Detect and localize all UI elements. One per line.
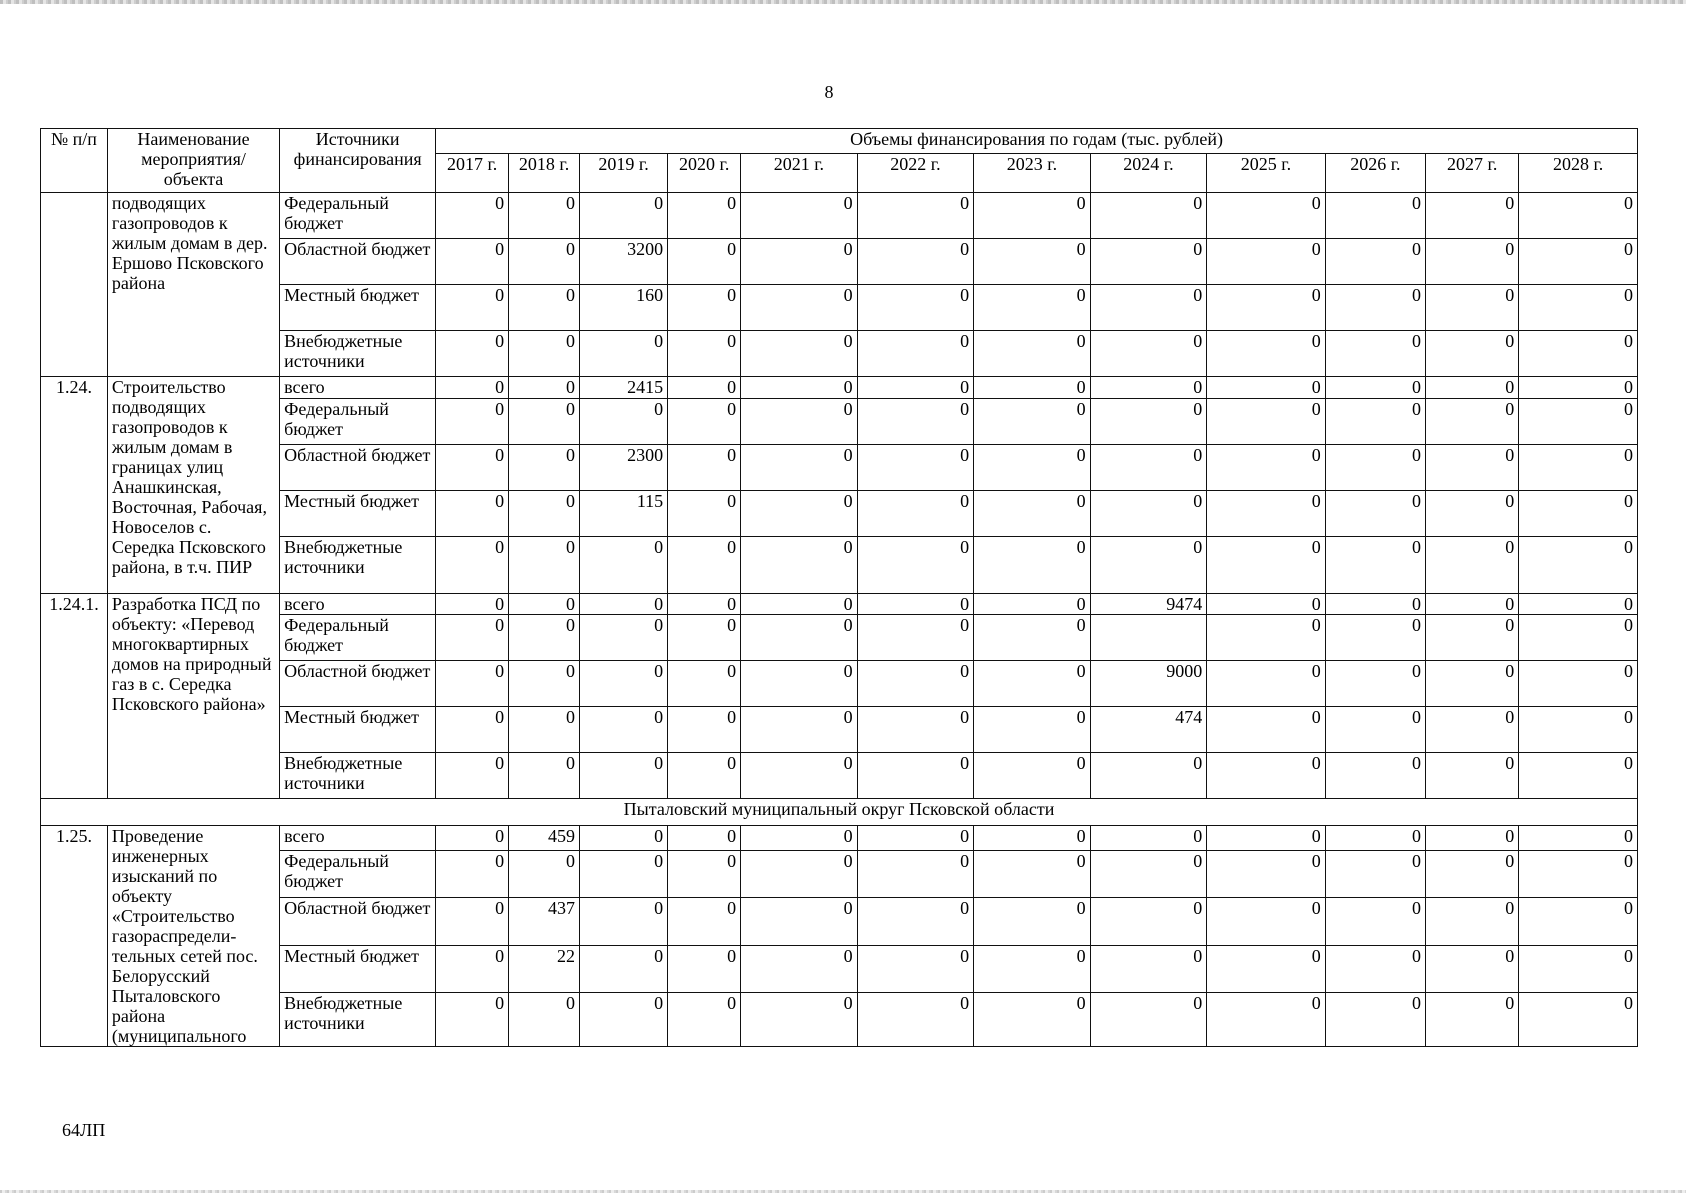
amount-cell: 0 — [974, 850, 1091, 898]
amount-cell: 0 — [1207, 753, 1326, 799]
amount-cell: 0 — [509, 753, 580, 799]
amount-cell: 0 — [857, 285, 974, 331]
amount-cell: 0 — [857, 239, 974, 285]
amount-cell: 0 — [668, 707, 741, 753]
amount-cell: 0 — [974, 707, 1091, 753]
scan-edge-bottom — [0, 1190, 1686, 1193]
amount-cell: 0 — [1207, 850, 1326, 898]
amount-cell: 0 — [1519, 239, 1638, 285]
amount-cell: 0 — [857, 826, 974, 851]
amount-cell: 0 — [668, 491, 741, 537]
funding-source: всего — [280, 826, 436, 851]
amount-cell: 0 — [974, 285, 1091, 331]
table-row — [41, 193, 1638, 239]
table-row — [41, 661, 1638, 707]
amount-cell: 0 — [741, 537, 858, 594]
amount-cell: 0 — [741, 594, 858, 615]
amount-cell: 0 — [436, 661, 509, 707]
item-number: 1.24. — [41, 377, 108, 594]
amount-cell: 0 — [668, 945, 741, 993]
amount-cell: 0 — [1325, 753, 1425, 799]
header-year: 2021 г. — [741, 154, 858, 193]
amount-cell: 0 — [580, 945, 668, 993]
amount-cell: 0 — [1090, 898, 1207, 946]
header-year: 2026 г. — [1325, 154, 1425, 193]
amount-cell: 0 — [1325, 377, 1425, 399]
amount-cell: 0 — [436, 537, 509, 594]
amount-cell: 0 — [1519, 826, 1638, 851]
item-name: подводящих газопроводов к жилым домам в дер. Ершово Псковского района — [107, 193, 279, 377]
table-row — [41, 594, 1638, 615]
amount-cell: 0 — [580, 615, 668, 661]
amount-cell: 0 — [509, 661, 580, 707]
amount-cell: 0 — [1519, 445, 1638, 491]
amount-cell: 0 — [1325, 331, 1425, 377]
amount-cell: 0 — [857, 993, 974, 1047]
amount-cell: 0 — [1426, 285, 1519, 331]
amount-cell: 0 — [1207, 707, 1326, 753]
amount-cell: 0 — [1207, 945, 1326, 993]
amount-cell: 0 — [436, 491, 509, 537]
amount-cell: 0 — [974, 331, 1091, 377]
funding-source: Внебюджетные источники — [280, 753, 436, 799]
financing-table — [40, 128, 1638, 1047]
amount-cell: 0 — [668, 826, 741, 851]
amount-cell: 0 — [974, 445, 1091, 491]
amount-cell: 0 — [509, 445, 580, 491]
amount-cell: 0 — [1426, 661, 1519, 707]
amount-cell: 0 — [741, 331, 858, 377]
amount-cell: 0 — [1207, 239, 1326, 285]
header-year: 2024 г. — [1090, 154, 1207, 193]
amount-cell: 0 — [1426, 331, 1519, 377]
funding-source: Местный бюджет — [280, 945, 436, 993]
amount-cell: 0 — [1426, 399, 1519, 445]
funding-source: Внебюджетные источники — [280, 993, 436, 1047]
amount-cell: 0 — [1426, 850, 1519, 898]
amount-cell: 0 — [509, 707, 580, 753]
table-row — [41, 377, 1638, 399]
amount-cell: 0 — [1090, 826, 1207, 851]
amount-cell: 0 — [1090, 850, 1207, 898]
table-row — [41, 445, 1638, 491]
amount-cell: 0 — [857, 331, 974, 377]
amount-cell: 0 — [1519, 537, 1638, 594]
amount-cell: 0 — [1325, 399, 1425, 445]
amount-cell: 0 — [668, 377, 741, 399]
amount-cell: 0 — [857, 850, 974, 898]
amount-cell: 0 — [857, 898, 974, 946]
amount-cell: 0 — [974, 993, 1091, 1047]
table-row — [41, 239, 1638, 285]
amount-cell: 0 — [1426, 898, 1519, 946]
amount-cell: 0 — [668, 993, 741, 1047]
header-volumes: Объемы финансирования по годам (тыс. рублей) — [436, 129, 1638, 154]
amount-cell: 0 — [668, 898, 741, 946]
amount-cell: 0 — [1519, 594, 1638, 615]
amount-cell: 0 — [857, 377, 974, 399]
amount-cell: 0 — [1207, 285, 1326, 331]
amount-cell: 0 — [1426, 537, 1519, 594]
amount-cell: 0 — [509, 193, 580, 239]
amount-cell: 0 — [436, 193, 509, 239]
amount-cell: 0 — [436, 399, 509, 445]
amount-cell: 0 — [509, 377, 580, 399]
amount-cell: 0 — [1519, 661, 1638, 707]
amount-cell: 0 — [1426, 193, 1519, 239]
amount-cell: 0 — [1519, 753, 1638, 799]
amount-cell: 0 — [741, 661, 858, 707]
amount-cell: 9000 — [1090, 661, 1207, 707]
amount-cell: 2415 — [580, 377, 668, 399]
amount-cell: 0 — [857, 491, 974, 537]
amount-cell: 0 — [1325, 594, 1425, 615]
funding-source: Местный бюджет — [280, 491, 436, 537]
amount-cell: 0 — [436, 377, 509, 399]
amount-cell: 0 — [1426, 707, 1519, 753]
amount-cell: 0 — [857, 537, 974, 594]
amount-cell: 0 — [1325, 945, 1425, 993]
amount-cell: 0 — [668, 445, 741, 491]
amount-cell: 0 — [668, 193, 741, 239]
funding-source: Внебюджетные источники — [280, 331, 436, 377]
amount-cell: 0 — [857, 445, 974, 491]
amount-cell: 0 — [1325, 615, 1425, 661]
header-year: 2018 г. — [509, 154, 580, 193]
amount-cell: 437 — [509, 898, 580, 946]
amount-cell: 0 — [580, 331, 668, 377]
funding-source: всего — [280, 594, 436, 615]
amount-cell: 0 — [1426, 826, 1519, 851]
table-row — [41, 615, 1638, 661]
amount-cell: 0 — [741, 850, 858, 898]
amount-cell: 0 — [1519, 615, 1638, 661]
amount-cell: 0 — [668, 615, 741, 661]
amount-cell: 22 — [509, 945, 580, 993]
amount-cell: 0 — [1090, 285, 1207, 331]
amount-cell: 0 — [436, 898, 509, 946]
amount-cell: 0 — [436, 826, 509, 851]
amount-cell: 0 — [509, 239, 580, 285]
amount-cell: 0 — [668, 753, 741, 799]
amount-cell: 0 — [1325, 285, 1425, 331]
amount-cell: 9474 — [1090, 594, 1207, 615]
section-row — [41, 799, 1638, 826]
header-year: 2028 г. — [1519, 154, 1638, 193]
amount-cell: 0 — [1090, 993, 1207, 1047]
amount-cell: 0 — [580, 898, 668, 946]
amount-cell: 0 — [741, 753, 858, 799]
amount-cell: 0 — [741, 285, 858, 331]
table-row — [41, 898, 1638, 946]
amount-cell: 0 — [974, 537, 1091, 594]
amount-cell: 0 — [1207, 399, 1326, 445]
amount-cell: 0 — [741, 239, 858, 285]
amount-cell: 160 — [580, 285, 668, 331]
amount-cell: 0 — [436, 594, 509, 615]
amount-cell: 0 — [436, 615, 509, 661]
amount-cell: 0 — [1090, 445, 1207, 491]
amount-cell: 0 — [1207, 993, 1326, 1047]
amount-cell: 0 — [1090, 399, 1207, 445]
header-year: 2017 г. — [436, 154, 509, 193]
funding-source: Областной бюджет — [280, 898, 436, 946]
amount-cell: 0 — [1207, 331, 1326, 377]
amount-cell: 0 — [436, 850, 509, 898]
item-name: Разработка ПСД по объекту: «Перевод многоквартирных домов на природный газ в с. Середка Псковского района» — [107, 594, 279, 799]
amount-cell: 0 — [1207, 537, 1326, 594]
amount-cell: 0 — [1519, 331, 1638, 377]
scan-edge-top — [0, 0, 1686, 4]
table-row — [41, 993, 1638, 1047]
amount-cell: 0 — [580, 594, 668, 615]
amount-cell: 0 — [1325, 239, 1425, 285]
header-year: 2027 г. — [1426, 154, 1519, 193]
amount-cell: 0 — [1090, 331, 1207, 377]
amount-cell: 0 — [1426, 239, 1519, 285]
amount-cell: 0 — [1207, 594, 1326, 615]
amount-cell: 0 — [857, 945, 974, 993]
header-year: 2019 г. — [580, 154, 668, 193]
amount-cell: 0 — [741, 399, 858, 445]
funding-source: Федеральный бюджет — [280, 850, 436, 898]
amount-cell: 0 — [580, 753, 668, 799]
table-row — [41, 285, 1638, 331]
header-number: № п/п — [41, 129, 108, 193]
amount-cell: 0 — [509, 331, 580, 377]
funding-source: Местный бюджет — [280, 707, 436, 753]
amount-cell: 0 — [509, 850, 580, 898]
amount-cell: 0 — [741, 993, 858, 1047]
amount-cell: 0 — [741, 615, 858, 661]
item-number: 1.24.1. — [41, 594, 108, 799]
amount-cell: 0 — [436, 945, 509, 993]
amount-cell: 0 — [580, 707, 668, 753]
amount-cell: 3200 — [580, 239, 668, 285]
amount-cell: 0 — [1325, 491, 1425, 537]
amount-cell: 0 — [1325, 993, 1425, 1047]
amount-cell: 0 — [857, 399, 974, 445]
amount-cell: 0 — [509, 285, 580, 331]
funding-source: Внебюджетные источники — [280, 537, 436, 594]
amount-cell: 0 — [1426, 491, 1519, 537]
page-number: 8 — [824, 82, 834, 102]
table-row — [41, 850, 1638, 898]
amount-cell: 0 — [741, 377, 858, 399]
amount-cell: 0 — [1325, 850, 1425, 898]
table-row — [41, 491, 1638, 537]
funding-source: Местный бюджет — [280, 285, 436, 331]
amount-cell: 0 — [580, 399, 668, 445]
amount-cell: 0 — [1519, 945, 1638, 993]
amount-cell: 0 — [1519, 898, 1638, 946]
amount-cell: 0 — [741, 707, 858, 753]
amount-cell: 0 — [1207, 826, 1326, 851]
amount-cell: 0 — [1207, 615, 1326, 661]
amount-cell: 0 — [974, 491, 1091, 537]
amount-cell: 0 — [1325, 826, 1425, 851]
amount-cell: 0 — [580, 993, 668, 1047]
amount-cell: 0 — [668, 537, 741, 594]
amount-cell: 0 — [1519, 850, 1638, 898]
amount-cell: 0 — [1426, 753, 1519, 799]
amount-cell: 0 — [1090, 537, 1207, 594]
amount-cell: 0 — [741, 945, 858, 993]
header-year: 2025 г. — [1207, 154, 1326, 193]
amount-cell: 0 — [580, 537, 668, 594]
amount-cell: 0 — [857, 753, 974, 799]
item-number — [41, 193, 108, 377]
table-body — [41, 193, 1638, 1047]
table-row — [41, 399, 1638, 445]
amount-cell: 0 — [1325, 193, 1425, 239]
amount-cell: 0 — [1519, 285, 1638, 331]
amount-cell: 0 — [1325, 707, 1425, 753]
amount-cell: 0 — [668, 331, 741, 377]
item-number: 1.25. — [41, 826, 108, 1047]
header-name: Наименование мероприятия/ объекта — [107, 129, 279, 193]
amount-cell: 0 — [974, 615, 1091, 661]
amount-cell: 0 — [1207, 661, 1326, 707]
amount-cell: 0 — [857, 594, 974, 615]
amount-cell: 0 — [1325, 445, 1425, 491]
amount-cell: 0 — [580, 850, 668, 898]
amount-cell: 0 — [436, 445, 509, 491]
amount-cell: 0 — [741, 898, 858, 946]
amount-cell: 0 — [1207, 898, 1326, 946]
funding-source: Областной бюджет — [280, 239, 436, 285]
amount-cell: 0 — [436, 239, 509, 285]
amount-cell: 0 — [436, 285, 509, 331]
amount-cell: 0 — [974, 753, 1091, 799]
item-name: Строительство подводящих газопроводов к жилым домам в границах улиц Анашкинская, Восточная, Рабочая, Новоселов с. Середка Псковского района, в т.ч. ПИР — [107, 377, 279, 594]
amount-cell: 0 — [1426, 594, 1519, 615]
amount-cell: 0 — [974, 377, 1091, 399]
header-source: Источники финансирования — [280, 129, 436, 193]
amount-cell: 0 — [1519, 707, 1638, 753]
amount-cell: 0 — [1090, 193, 1207, 239]
amount-cell: 0 — [1426, 445, 1519, 491]
amount-cell: 0 — [509, 399, 580, 445]
funding-source: Федеральный бюджет — [280, 399, 436, 445]
amount-cell: 0 — [668, 594, 741, 615]
amount-cell: 0 — [509, 993, 580, 1047]
funding-source: всего — [280, 377, 436, 399]
funding-source: Федеральный бюджет — [280, 615, 436, 661]
table-row — [41, 331, 1638, 377]
amount-cell: 0 — [668, 850, 741, 898]
amount-cell: 0 — [1519, 193, 1638, 239]
amount-cell: 0 — [509, 615, 580, 661]
amount-cell: 2300 — [580, 445, 668, 491]
table-row — [41, 753, 1638, 799]
amount-cell — [1090, 615, 1207, 661]
header-year: 2023 г. — [974, 154, 1091, 193]
amount-cell: 0 — [1090, 377, 1207, 399]
document-code: 64ЛП — [62, 1120, 106, 1140]
amount-cell: 0 — [974, 661, 1091, 707]
amount-cell: 0 — [974, 239, 1091, 285]
amount-cell: 0 — [1426, 945, 1519, 993]
amount-cell: 0 — [509, 537, 580, 594]
item-name: Проведение инженерных изысканий по объекту «Строительство газораспредели-тельных сетей пос. Белорусский Пыталовского района (муниципального — [107, 826, 279, 1047]
amount-cell: 0 — [509, 594, 580, 615]
amount-cell: 0 — [1090, 753, 1207, 799]
amount-cell: 0 — [580, 661, 668, 707]
amount-cell: 0 — [974, 594, 1091, 615]
amount-cell: 0 — [741, 491, 858, 537]
amount-cell: 474 — [1090, 707, 1207, 753]
funding-source: Областной бюджет — [280, 445, 436, 491]
amount-cell: 0 — [1090, 239, 1207, 285]
amount-cell: 0 — [436, 993, 509, 1047]
amount-cell: 0 — [436, 707, 509, 753]
amount-cell: 0 — [974, 399, 1091, 445]
table-row — [41, 537, 1638, 594]
amount-cell: 0 — [1519, 399, 1638, 445]
amount-cell: 0 — [974, 826, 1091, 851]
amount-cell: 0 — [974, 945, 1091, 993]
amount-cell: 0 — [1426, 615, 1519, 661]
amount-cell: 459 — [509, 826, 580, 851]
amount-cell: 0 — [1090, 491, 1207, 537]
amount-cell: 0 — [509, 491, 580, 537]
amount-cell: 0 — [1207, 193, 1326, 239]
amount-cell: 0 — [741, 445, 858, 491]
amount-cell: 0 — [668, 399, 741, 445]
amount-cell: 0 — [1207, 491, 1326, 537]
amount-cell: 0 — [741, 193, 858, 239]
amount-cell: 0 — [857, 193, 974, 239]
amount-cell: 0 — [1519, 377, 1638, 399]
funding-source: Федеральный бюджет — [280, 193, 436, 239]
funding-source: Областной бюджет — [280, 661, 436, 707]
amount-cell: 0 — [1426, 993, 1519, 1047]
amount-cell: 0 — [436, 331, 509, 377]
section-title: Пыталовский муниципальный округ Псковской области — [41, 799, 1638, 826]
amount-cell: 0 — [857, 615, 974, 661]
amount-cell: 0 — [668, 285, 741, 331]
table-row — [41, 707, 1638, 753]
amount-cell: 115 — [580, 491, 668, 537]
amount-cell: 0 — [668, 661, 741, 707]
amount-cell: 0 — [436, 753, 509, 799]
amount-cell: 0 — [1207, 445, 1326, 491]
amount-cell: 0 — [668, 239, 741, 285]
amount-cell: 0 — [974, 193, 1091, 239]
amount-cell: 0 — [1325, 537, 1425, 594]
table-row — [41, 945, 1638, 993]
amount-cell: 0 — [974, 898, 1091, 946]
amount-cell: 0 — [857, 707, 974, 753]
header-year: 2020 г. — [668, 154, 741, 193]
amount-cell: 0 — [1519, 491, 1638, 537]
amount-cell: 0 — [741, 826, 858, 851]
amount-cell: 0 — [857, 661, 974, 707]
table-row — [41, 826, 1638, 851]
amount-cell: 0 — [1090, 945, 1207, 993]
amount-cell: 0 — [1519, 993, 1638, 1047]
amount-cell: 0 — [1325, 898, 1425, 946]
amount-cell: 0 — [580, 193, 668, 239]
amount-cell: 0 — [1426, 377, 1519, 399]
amount-cell: 0 — [1207, 377, 1326, 399]
amount-cell: 0 — [580, 826, 668, 851]
header-year: 2022 г. — [857, 154, 974, 193]
amount-cell: 0 — [1325, 661, 1425, 707]
